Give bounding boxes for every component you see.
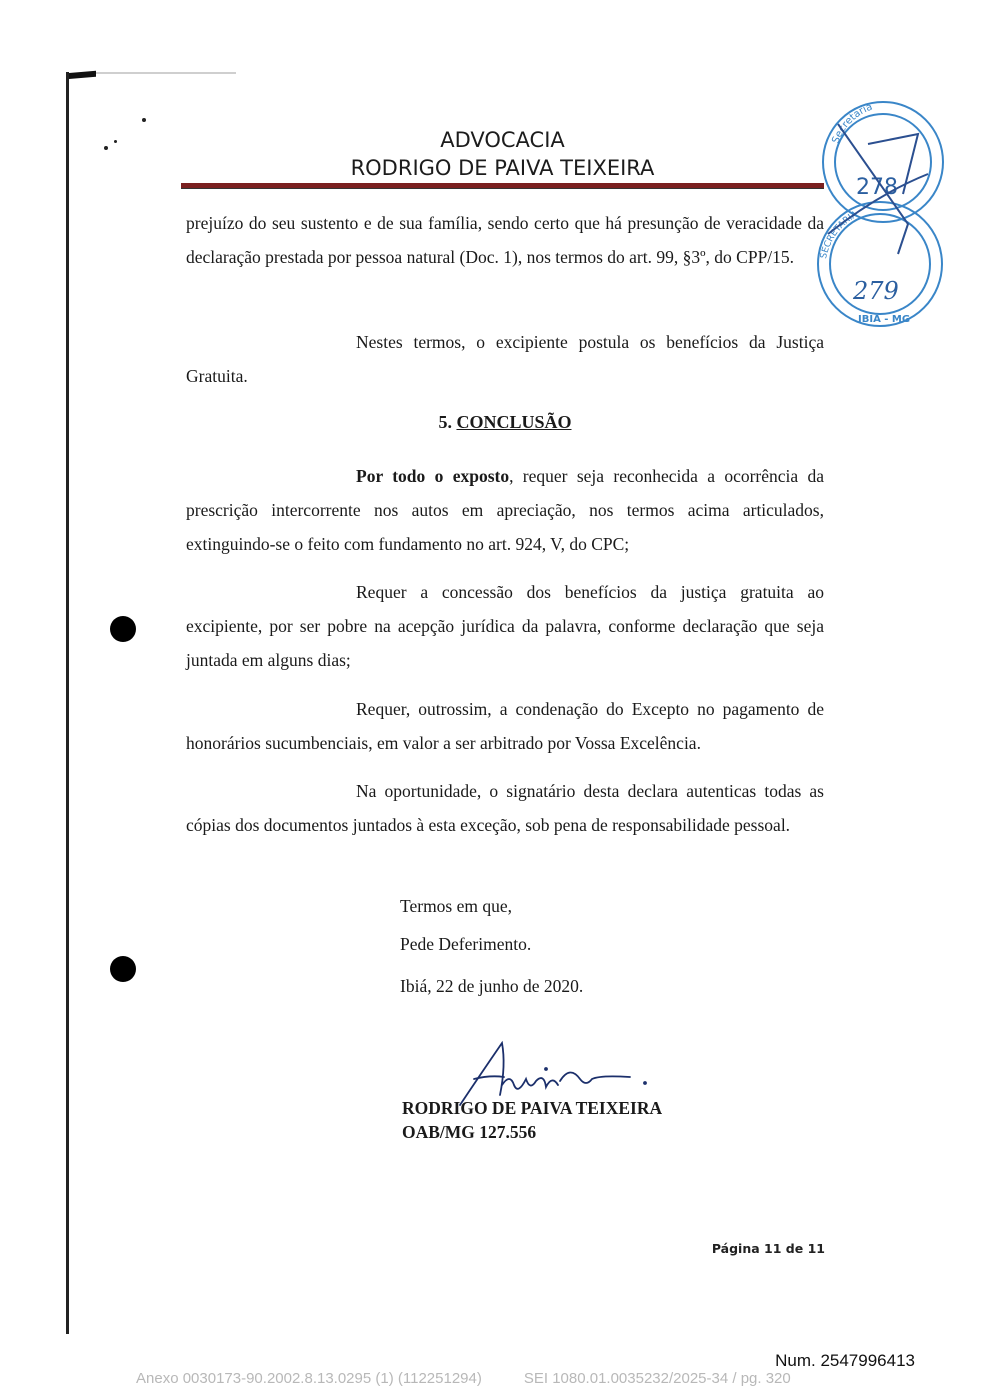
stamp-number-bottom: 279 — [853, 277, 899, 305]
letterhead-rule — [181, 183, 824, 189]
closing-date: Ibiá, 22 de junho de 2020. — [400, 976, 584, 996]
scan-speck — [142, 118, 146, 122]
section-heading — [186, 412, 824, 433]
hole-punch — [110, 616, 136, 642]
letterhead-title: ADVOCACIA — [440, 128, 565, 152]
closing-line-1: Termos em que, — [400, 896, 513, 916]
stamp-city: IBIÁ - MG — [858, 314, 911, 325]
scan-speck — [104, 146, 108, 150]
closing-line-2: Pede Deferimento. — [400, 934, 532, 954]
bold-lead: Por todo o exposto — [356, 466, 510, 486]
scan-left-border — [66, 72, 69, 1334]
stamp-arc-text-2: SECRETARIA — [819, 209, 860, 260]
hole-punch — [110, 956, 136, 982]
paragraph-text: , requer seja reconhecida a ocorrência da prescrição intercorrente nos autos em apreciação, nos termos acima articulados, extinguindo-se o feito com fundamento no art. 924, V, do CPC; — [186, 466, 825, 554]
section-number: 5. — [438, 412, 452, 432]
paragraph-justice-request — [186, 575, 824, 677]
signer-name: RODRIGO DE PAIVA TEIXEIRA — [402, 1098, 663, 1118]
sei-reference: SEI 1080.01.0035232/2025-34 / pg. 320 — [523, 1370, 791, 1387]
scan-edge-mark — [66, 71, 96, 80]
paragraph-text: Nestes termos, o excipiente postula os benefícios da Justiça Gratuita. — [186, 332, 824, 386]
signer-oab: OAB/MG 127.556 — [402, 1122, 537, 1142]
paragraph-text: Requer a concessão dos benefícios da justiça gratuita ao excipiente, por ser pobre na acepção jurídica da palavra, conforme declaração que seja juntada em alguns dias; — [186, 582, 824, 670]
paragraph-justice-fee-continuation: prejuízo do seu sustento e de sua família, sendo certo que há presunção de veracidade da declaração prestada por pessoa natural (Doc. 1), nos termos do art. 99, §3º, do CPP/15. — [186, 213, 824, 267]
document-number: Num. 2547996413 — [775, 1351, 915, 1370]
stamp-number-top: 278 — [856, 175, 898, 200]
page-current: 11 — [764, 1241, 782, 1256]
paragraph-gratuity-request — [186, 325, 824, 393]
annex-footer — [136, 1370, 791, 1387]
letterhead-name: RODRIGO DE PAIVA TEIXEIRA — [350, 156, 655, 180]
page-number — [712, 1241, 825, 1256]
letterhead — [180, 126, 825, 182]
paragraph-text: Requer, outrossim, a condenação do Excepto no pagamento de honorários sucumbenciais, em valor a ser arbitrado por Vossa Excelência. — [186, 699, 824, 753]
section-title: CONCLUSÃO — [456, 412, 572, 432]
protocol-stamps — [808, 84, 948, 344]
scan-speck — [114, 140, 117, 143]
paragraph-text: Na oportunidade, o signatário desta declara autenticas todas as cópias dos documentos juntados à esta exceção, sob pena de responsabilidade pessoal. — [186, 781, 824, 835]
page-prefix: Página — [711, 1241, 760, 1256]
paragraph-authentication — [186, 774, 824, 842]
scan-edge-line — [96, 72, 236, 74]
paragraph-conclusion — [186, 459, 824, 561]
paragraph-fees-request — [186, 692, 824, 760]
annex-reference: Anexo 0030173-90.2002.8.13.0295 (1) (112251294) — [136, 1370, 482, 1387]
page-total: 11 — [807, 1241, 825, 1256]
page-sep: de — [785, 1241, 804, 1256]
stamp-arc-text: Secretaria — [830, 101, 875, 146]
